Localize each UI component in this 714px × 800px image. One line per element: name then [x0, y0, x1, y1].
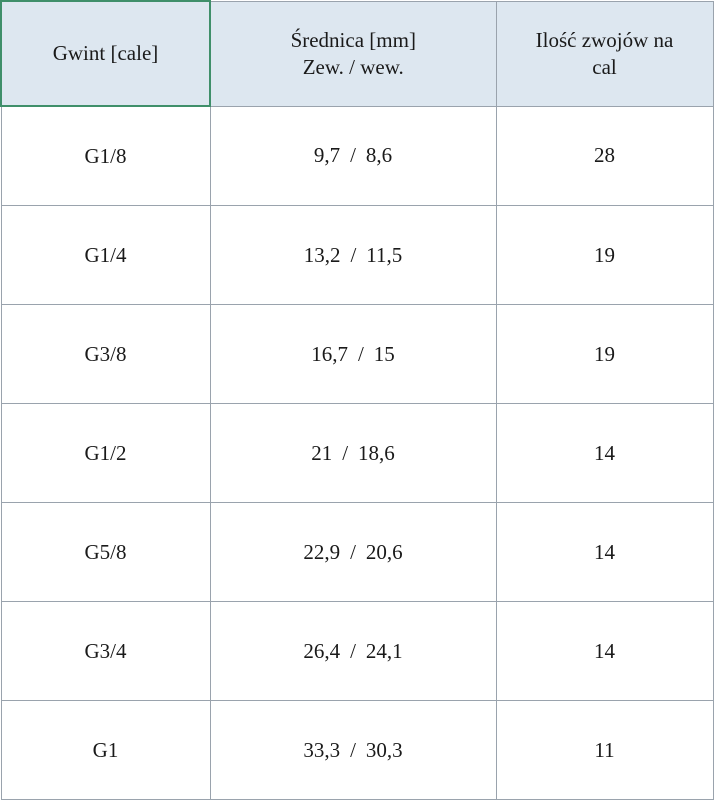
cell-turns-per-inch: 19 — [496, 206, 713, 305]
cell-diameter-outer: 9,7 — [313, 143, 341, 168]
table-row — [1, 404, 713, 503]
column-header-turns-line2: cal — [592, 54, 617, 79]
cell-turns-per-inch: 19 — [496, 305, 713, 404]
cell-diameter-inner: 15 — [373, 341, 395, 366]
cell-diameter — [210, 305, 496, 404]
table-row — [1, 602, 713, 701]
cell-thread: G1 — [1, 701, 210, 800]
column-header-diameter-line1: Średnica [mm] — [290, 27, 416, 52]
table-row — [1, 206, 713, 305]
cell-thread: G1/2 — [1, 404, 210, 503]
cell-diameter — [210, 602, 496, 701]
cell-diameter-inner: 11,5 — [366, 242, 403, 267]
column-header-diameter-line2: Zew. / wew. — [302, 54, 404, 79]
cell-diameter-separator: / — [350, 143, 356, 168]
cell-thread: G3/4 — [1, 602, 210, 701]
cell-diameter-separator: / — [350, 737, 356, 762]
cell-thread: G1/8 — [1, 106, 210, 206]
cell-diameter-outer: 13,2 — [303, 242, 341, 267]
cell-diameter-inner: 20,6 — [365, 539, 403, 564]
cell-turns-per-inch: 14 — [496, 503, 713, 602]
table-header — [1, 1, 713, 106]
column-header-turns-per-inch — [496, 1, 713, 106]
table-header-row — [1, 1, 713, 106]
cell-diameter-inner: 18,6 — [358, 440, 395, 465]
cell-diameter — [210, 701, 496, 800]
cell-thread: G3/8 — [1, 305, 210, 404]
cell-diameter-inner: 24,1 — [365, 638, 403, 663]
cell-diameter-outer: 26,4 — [303, 638, 341, 663]
cell-diameter-outer: 22,9 — [303, 539, 341, 564]
table-row — [1, 106, 713, 206]
cell-turns-per-inch: 14 — [496, 404, 713, 503]
cell-diameter-separator: / — [350, 539, 356, 564]
column-header-turns-line1: Ilość zwojów na — [535, 27, 674, 52]
table-row — [1, 503, 713, 602]
cell-diameter-separator: / — [342, 440, 349, 465]
cell-diameter-outer: 21 — [311, 440, 333, 465]
cell-thread: G1/4 — [1, 206, 210, 305]
cell-diameter — [210, 503, 496, 602]
cell-diameter-separator: / — [357, 341, 364, 366]
table-body — [1, 106, 713, 800]
cell-diameter-outer: 16,7 — [311, 341, 348, 366]
cell-diameter-inner: 8,6 — [365, 143, 393, 168]
column-header-thread — [1, 1, 210, 106]
column-header-thread-line1: Gwint [cale] — [52, 41, 159, 66]
cell-diameter — [210, 404, 496, 503]
table-row — [1, 701, 713, 800]
cell-diameter-separator: / — [350, 242, 357, 267]
cell-thread: G5/8 — [1, 503, 210, 602]
cell-turns-per-inch: 14 — [496, 602, 713, 701]
cell-diameter-outer: 33,3 — [303, 737, 341, 762]
column-header-diameter — [210, 1, 496, 106]
cell-turns-per-inch: 11 — [496, 701, 713, 800]
cell-diameter — [210, 206, 496, 305]
cell-diameter-separator: / — [350, 638, 356, 663]
cell-turns-per-inch: 28 — [496, 106, 713, 206]
table-row — [1, 305, 713, 404]
cell-diameter — [210, 106, 496, 206]
cell-diameter-inner: 30,3 — [365, 737, 403, 762]
